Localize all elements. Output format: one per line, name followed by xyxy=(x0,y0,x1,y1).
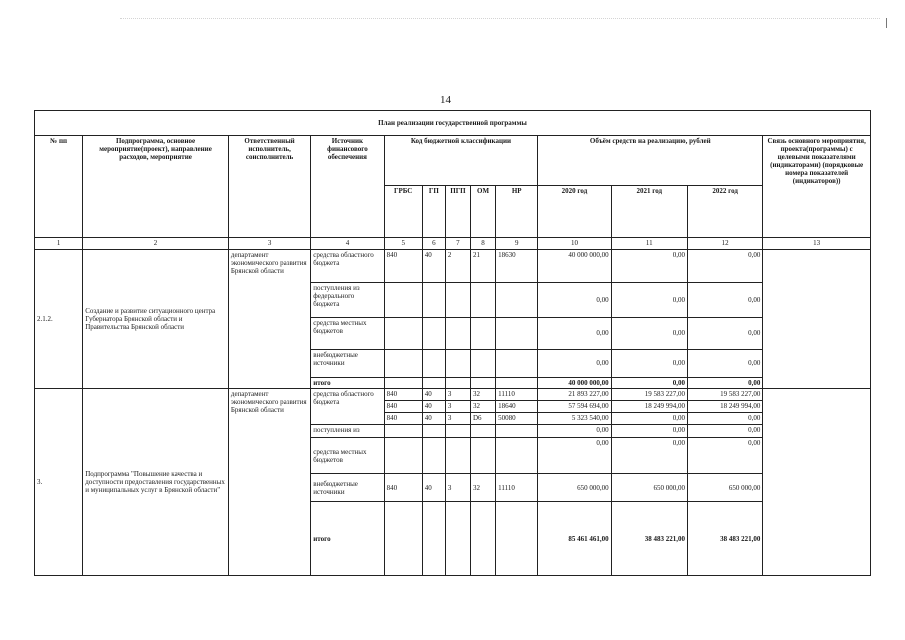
value-2022: 0,00 xyxy=(687,425,762,438)
column-number: 12 xyxy=(687,238,762,250)
source-cell: средства местных бюджетов xyxy=(311,318,384,350)
gp-cell xyxy=(422,378,445,389)
pgp-cell: 3 xyxy=(445,401,470,413)
source-cell: поступления из xyxy=(311,425,384,438)
source-cell: средства местных бюджетов xyxy=(311,438,384,474)
header-np: НР xyxy=(496,186,538,238)
np-cell: 18640 xyxy=(496,401,538,413)
column-number: 4 xyxy=(311,238,384,250)
pgp-cell: 3 xyxy=(445,474,470,502)
total-2020: 85 461 461,00 xyxy=(538,502,611,576)
column-number: 13 xyxy=(763,238,871,250)
value-2022: 0,00 xyxy=(687,250,762,283)
np-cell xyxy=(496,438,538,474)
value-2022: 0,00 xyxy=(687,413,762,425)
gp-cell: 40 xyxy=(422,401,445,413)
column-number: 1 xyxy=(35,238,83,250)
value-2021: 19 583 227,00 xyxy=(611,389,687,401)
table-title-row xyxy=(35,111,871,136)
total-2022: 0,00 xyxy=(687,378,762,389)
header-link: Связь основного мероприятия, проекта(программы) с целевыми показателями (индикаторами) (порядковые номера показателей (индикаторов)) xyxy=(763,136,871,238)
np-cell xyxy=(496,425,538,438)
value-2021: 18 249 994,00 xyxy=(611,401,687,413)
om-cell: 32 xyxy=(470,401,495,413)
header-grbs: ГРБС xyxy=(384,186,422,238)
gp-cell xyxy=(422,438,445,474)
link-cell xyxy=(763,250,871,389)
header-2020: 2020 год xyxy=(538,186,611,238)
grbs-cell xyxy=(384,438,422,474)
value-2020: 0,00 xyxy=(538,350,611,378)
total-label: итого xyxy=(311,502,384,576)
link-cell xyxy=(763,389,871,576)
column-number: 2 xyxy=(83,238,229,250)
header-om: ОМ xyxy=(470,186,495,238)
gp-cell xyxy=(422,350,445,378)
value-2022: 0,00 xyxy=(687,283,762,318)
value-2022: 0,00 xyxy=(687,438,762,474)
pgp-cell xyxy=(445,425,470,438)
source-cell: средства областного бюджета xyxy=(311,250,384,283)
om-cell xyxy=(470,283,495,318)
header-source: Источник финансового обеспечения xyxy=(311,136,384,238)
value-2021: 0,00 xyxy=(611,413,687,425)
table-title: План реализации государственной программы xyxy=(35,111,871,136)
header-num: № пп xyxy=(35,136,83,238)
table-row xyxy=(35,250,871,283)
total-label: итого xyxy=(311,378,384,389)
value-2020: 21 893 227,00 xyxy=(538,389,611,401)
om-cell: D6 xyxy=(470,413,495,425)
value-2020: 0,00 xyxy=(538,425,611,438)
column-number: 11 xyxy=(611,238,687,250)
pgp-cell xyxy=(445,378,470,389)
om-cell: 32 xyxy=(470,474,495,502)
value-2021: 0,00 xyxy=(611,350,687,378)
table-row xyxy=(35,389,871,401)
column-number: 8 xyxy=(470,238,495,250)
section2-responsible: департамент экономического развития Брянской области xyxy=(228,389,310,576)
gp-cell: 40 xyxy=(422,250,445,283)
grbs-cell: 840 xyxy=(384,250,422,283)
om-cell xyxy=(470,438,495,474)
np-cell xyxy=(496,283,538,318)
grbs-cell xyxy=(384,318,422,350)
pgp-cell: 3 xyxy=(445,413,470,425)
value-2020: 40 000 000,00 xyxy=(538,250,611,283)
om-cell xyxy=(470,350,495,378)
pgp-cell xyxy=(445,350,470,378)
source-cell: внебюджетные источники xyxy=(311,474,384,502)
value-2021: 0,00 xyxy=(611,283,687,318)
source-cell: средства областного бюджета xyxy=(311,389,384,425)
grbs-cell xyxy=(384,502,422,576)
total-2021: 38 483 221,00 xyxy=(611,502,687,576)
page-number: 14 xyxy=(440,94,451,106)
grbs-cell: 840 xyxy=(384,401,422,413)
value-2022: 0,00 xyxy=(687,350,762,378)
section1-responsible: департамент экономического развития Брянской области xyxy=(228,250,310,389)
om-cell: 21 xyxy=(470,250,495,283)
section1-num: 2.1.2. xyxy=(35,250,83,389)
grbs-cell: 840 xyxy=(384,389,422,401)
np-cell xyxy=(496,378,538,389)
column-number: 10 xyxy=(538,238,611,250)
grbs-cell xyxy=(384,378,422,389)
np-cell: 11110 xyxy=(496,474,538,502)
np-cell xyxy=(496,502,538,576)
om-cell: 32 xyxy=(470,389,495,401)
value-2022: 19 583 227,00 xyxy=(687,389,762,401)
section1-name: Создание и развитие ситуационного центра Губернатора Брянской области и Правительства Брянской области xyxy=(83,250,229,389)
value-2021: 650 000,00 xyxy=(611,474,687,502)
gp-cell xyxy=(422,283,445,318)
value-2022: 650 000,00 xyxy=(687,474,762,502)
total-2022: 38 483 221,00 xyxy=(687,502,762,576)
value-2021: 0,00 xyxy=(611,318,687,350)
gp-cell: 40 xyxy=(422,474,445,502)
np-cell xyxy=(496,318,538,350)
source-cell: поступления из федерального бюджета xyxy=(311,283,384,318)
column-number: 7 xyxy=(445,238,470,250)
pgp-cell xyxy=(445,283,470,318)
header-2021: 2021 год xyxy=(611,186,687,238)
header-volume: Объём средств на реализацию, рублей xyxy=(538,136,763,186)
gp-cell xyxy=(422,425,445,438)
header-gp: ГП xyxy=(422,186,445,238)
column-number: 3 xyxy=(228,238,310,250)
pgp-cell xyxy=(445,318,470,350)
header-responsible: Ответственный исполнитель, соисполнитель xyxy=(228,136,310,238)
grbs-cell xyxy=(384,350,422,378)
value-2021: 0,00 xyxy=(611,250,687,283)
om-cell xyxy=(470,378,495,389)
value-2022: 18 249 994,00 xyxy=(687,401,762,413)
value-2020: 0,00 xyxy=(538,438,611,474)
grbs-cell: 840 xyxy=(384,413,422,425)
column-number-row xyxy=(35,238,871,250)
om-cell xyxy=(470,502,495,576)
pgp-cell xyxy=(445,438,470,474)
value-2020: 57 594 694,00 xyxy=(538,401,611,413)
value-2021: 0,00 xyxy=(611,438,687,474)
total-2020: 40 000 000,00 xyxy=(538,378,611,389)
column-number: 9 xyxy=(496,238,538,250)
gp-cell xyxy=(422,318,445,350)
header-budget-code: Код бюджетной классификации xyxy=(384,136,538,186)
value-2022: 0,00 xyxy=(687,318,762,350)
header-2022: 2022 год xyxy=(687,186,762,238)
pgp-cell: 3 xyxy=(445,389,470,401)
om-cell xyxy=(470,318,495,350)
value-2020: 650 000,00 xyxy=(538,474,611,502)
total-2021: 0,00 xyxy=(611,378,687,389)
section2-num: 3. xyxy=(35,389,83,576)
header-pgp: ПГП xyxy=(445,186,470,238)
grbs-cell: 840 xyxy=(384,474,422,502)
header-row xyxy=(35,136,871,186)
om-cell xyxy=(470,425,495,438)
plan-table xyxy=(34,110,871,576)
value-2020: 0,00 xyxy=(538,283,611,318)
scan-noise-line xyxy=(120,18,880,23)
pgp-cell xyxy=(445,502,470,576)
np-cell: 11110 xyxy=(496,389,538,401)
source-cell: внебюджетные источники xyxy=(311,350,384,378)
scan-edge-mark xyxy=(886,18,887,28)
gp-cell: 40 xyxy=(422,389,445,401)
np-cell xyxy=(496,350,538,378)
column-number: 6 xyxy=(422,238,445,250)
value-2020: 5 323 540,00 xyxy=(538,413,611,425)
header-subprogram: Подпрограмма, основное мероприятие(проект), направление расходов, мероприятие xyxy=(83,136,229,238)
grbs-cell xyxy=(384,283,422,318)
gp-cell xyxy=(422,502,445,576)
value-2020: 0,00 xyxy=(538,318,611,350)
column-number: 5 xyxy=(384,238,422,250)
gp-cell: 40 xyxy=(422,413,445,425)
grbs-cell xyxy=(384,425,422,438)
section2-name: Подпрограмма "Повышение качества и доступности предоставления государственных и муниципальных услуг в Брянской области" xyxy=(83,389,229,576)
value-2021: 0,00 xyxy=(611,425,687,438)
np-cell: 18630 xyxy=(496,250,538,283)
pgp-cell: 2 xyxy=(445,250,470,283)
np-cell: 50080 xyxy=(496,413,538,425)
